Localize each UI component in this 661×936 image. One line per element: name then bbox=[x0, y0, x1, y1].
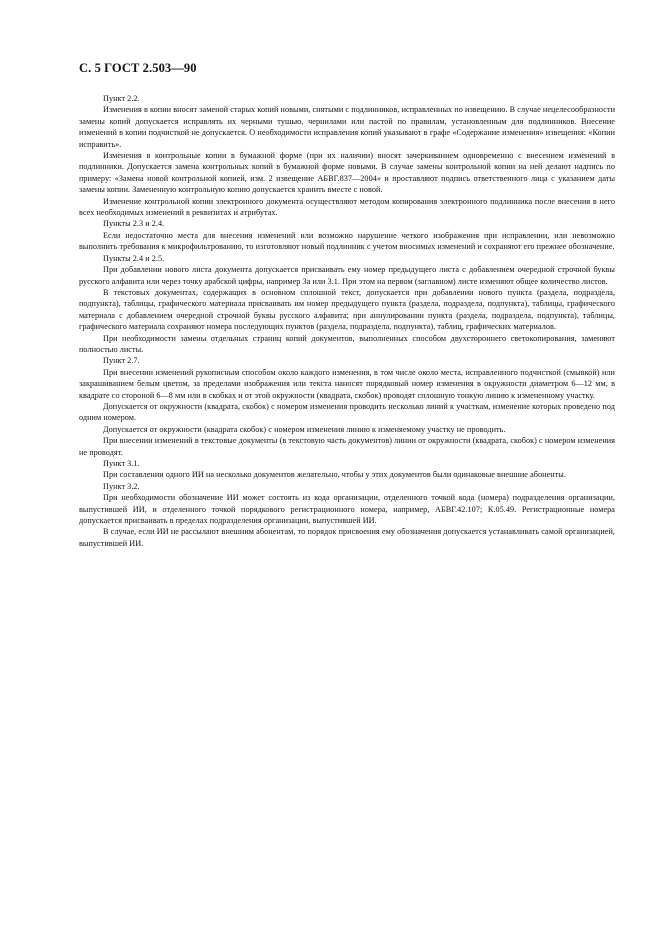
paragraph: При необходимости обозначение ИИ может состоять из кода организации, отделенного точкой кода (номера) подразделения организации, выпустившей ИИ, и отделенного точкой порядкового регистрационного номера, например, АБВГ.42.107; К.05.49. Регистрационные номера допускается присваивать в пределах подразделения организации, выпустившей ИИ. bbox=[79, 493, 615, 526]
clause-label-3-2: Пункт 3.2. bbox=[103, 481, 140, 491]
clause-label-2-3-2-4: Пункты 2.3 и 2.4. bbox=[103, 219, 165, 229]
document-body bbox=[79, 93, 615, 549]
paragraph: При внесении изменений в текстовые документы (в текстовую часть документов) линии от окружности (квадрата, скобок) с номером изменения не проводят. bbox=[79, 436, 615, 457]
paragraph: В случае, если ИИ не рассылают внешним абонентам, то порядок присвоения ему обозначения допускается устанавливать самой организацией, выпустившей ИИ. bbox=[79, 527, 615, 548]
paragraph: При необходимости замены отдельных страниц копий документов, выполненных способом двухстороннего светокопирования, заменяют полностью листы. bbox=[79, 333, 615, 354]
paragraph: Допускается от окружности (квадрата скобок) с номером изменения линию к изменяемому участку не проводить. bbox=[103, 424, 506, 434]
paragraph: Изменение контрольной копии электронного документа осуществляют методом копирования электронного подлинника после внесения в него всех необходимых изменений в реквизитах и атрибутах. bbox=[79, 196, 615, 218]
clause-label-2-7: Пункт 2.7. bbox=[103, 356, 140, 366]
paragraph: Изменения в копии вносят заменой старых копий новыми, снятыми с подлинников, исправленных по извещению. В случае нецелесообразности замены копий допускается исправлять их черными тушью, чернилами или пастой по правилам, установленным для подлинников. Внесение изменений в копии подчисткой не допускается. О необходимости исправления копий указывают в графе «Содержание изменения» извещения: «Копии исправить». bbox=[79, 105, 615, 149]
clause-label-3-1: Пункт 3.1. bbox=[103, 459, 140, 468]
paragraph: При внесении изменений рукописным способом около каждого изменения, в том числе около места, исправленного подчисткой (смывкой) или закрашиванием белым цветом, за пределами изображения или текста наносят порядковый номер изменения в окружности диаметром 6—12 мм, в квадрате со стороной 6—8 мм или в скобках и от этой окружности (квадрата, скобок) проводят сплошную тонкую линию к измененному участку. bbox=[79, 367, 615, 400]
paragraph: В текстовых документах, содержащих в основном сплошной текст, допускается при добавлении нового пункта (раздела, подраздела, подпункта), таблицы, графического материала присваивать им номер предыдущего пункта (раздела, подраздела, подпункта), таблицы, графического материала с добавлением очередной строчной буквы русского алфавита; при аннулировании пункта (раздела, подраздела, подпункта), таблицы, графического материала сохраняют номера последующих пунктов (раздела, подраздела, подпункта), таблиц, графических материалов. bbox=[79, 287, 615, 332]
paragraph: Если недостаточно места для внесения изменений или возможно нарушение четкого изображения при исправлении, или невозможно выполнить требования к микрофильтрованию, то изготовляют новый подлинник с учетом вносимых изменений и сохраняют его прежнее обозначение. bbox=[79, 230, 615, 252]
paragraph: При составлении одного ИИ на несколько документов желательно, чтобы у этих документов были одинаковые внешние абоненты. bbox=[103, 470, 566, 480]
paragraph: Изменения в контрольные копии в бумажной форме (при их наличии) вносят зачеркиванием одновременно с внесением изменений в подлинники. Допускается замена контрольных копий в бумажной форме новыми. В случае замены контрольной копии на ней делают надпись по примеру: «Замена новой контрольной копией, изм. 2 извещение АБВГ.837—2004» и проставляют подпись ответственного лица с указанием даты замены копии. Замененную контрольную копию допускается хранить вместе с новой. bbox=[79, 151, 615, 195]
page-header: С. 5 ГОСТ 2.503—90 bbox=[79, 61, 197, 75]
clause-label-2-2: Пункт 2.2. bbox=[103, 94, 140, 103]
paragraph: При добавлении нового листа документа допускается присваивать ему номер предыдущего листа с добавлением очередной строчной буквы русского алфавита или через точку арабской цифры, например 3а или 3.1. При этом на первом (заглавном) листе изменяют общее количество листов. bbox=[79, 265, 615, 286]
clause-label-2-4-2-5: Пункты 2.4 и 2.5. bbox=[103, 253, 165, 263]
paragraph: Допускается от окружности (квадрата, скобок) с номером изменения проводить несколько линий к участкам, изменение которых проведено под одним номером. bbox=[79, 401, 615, 423]
